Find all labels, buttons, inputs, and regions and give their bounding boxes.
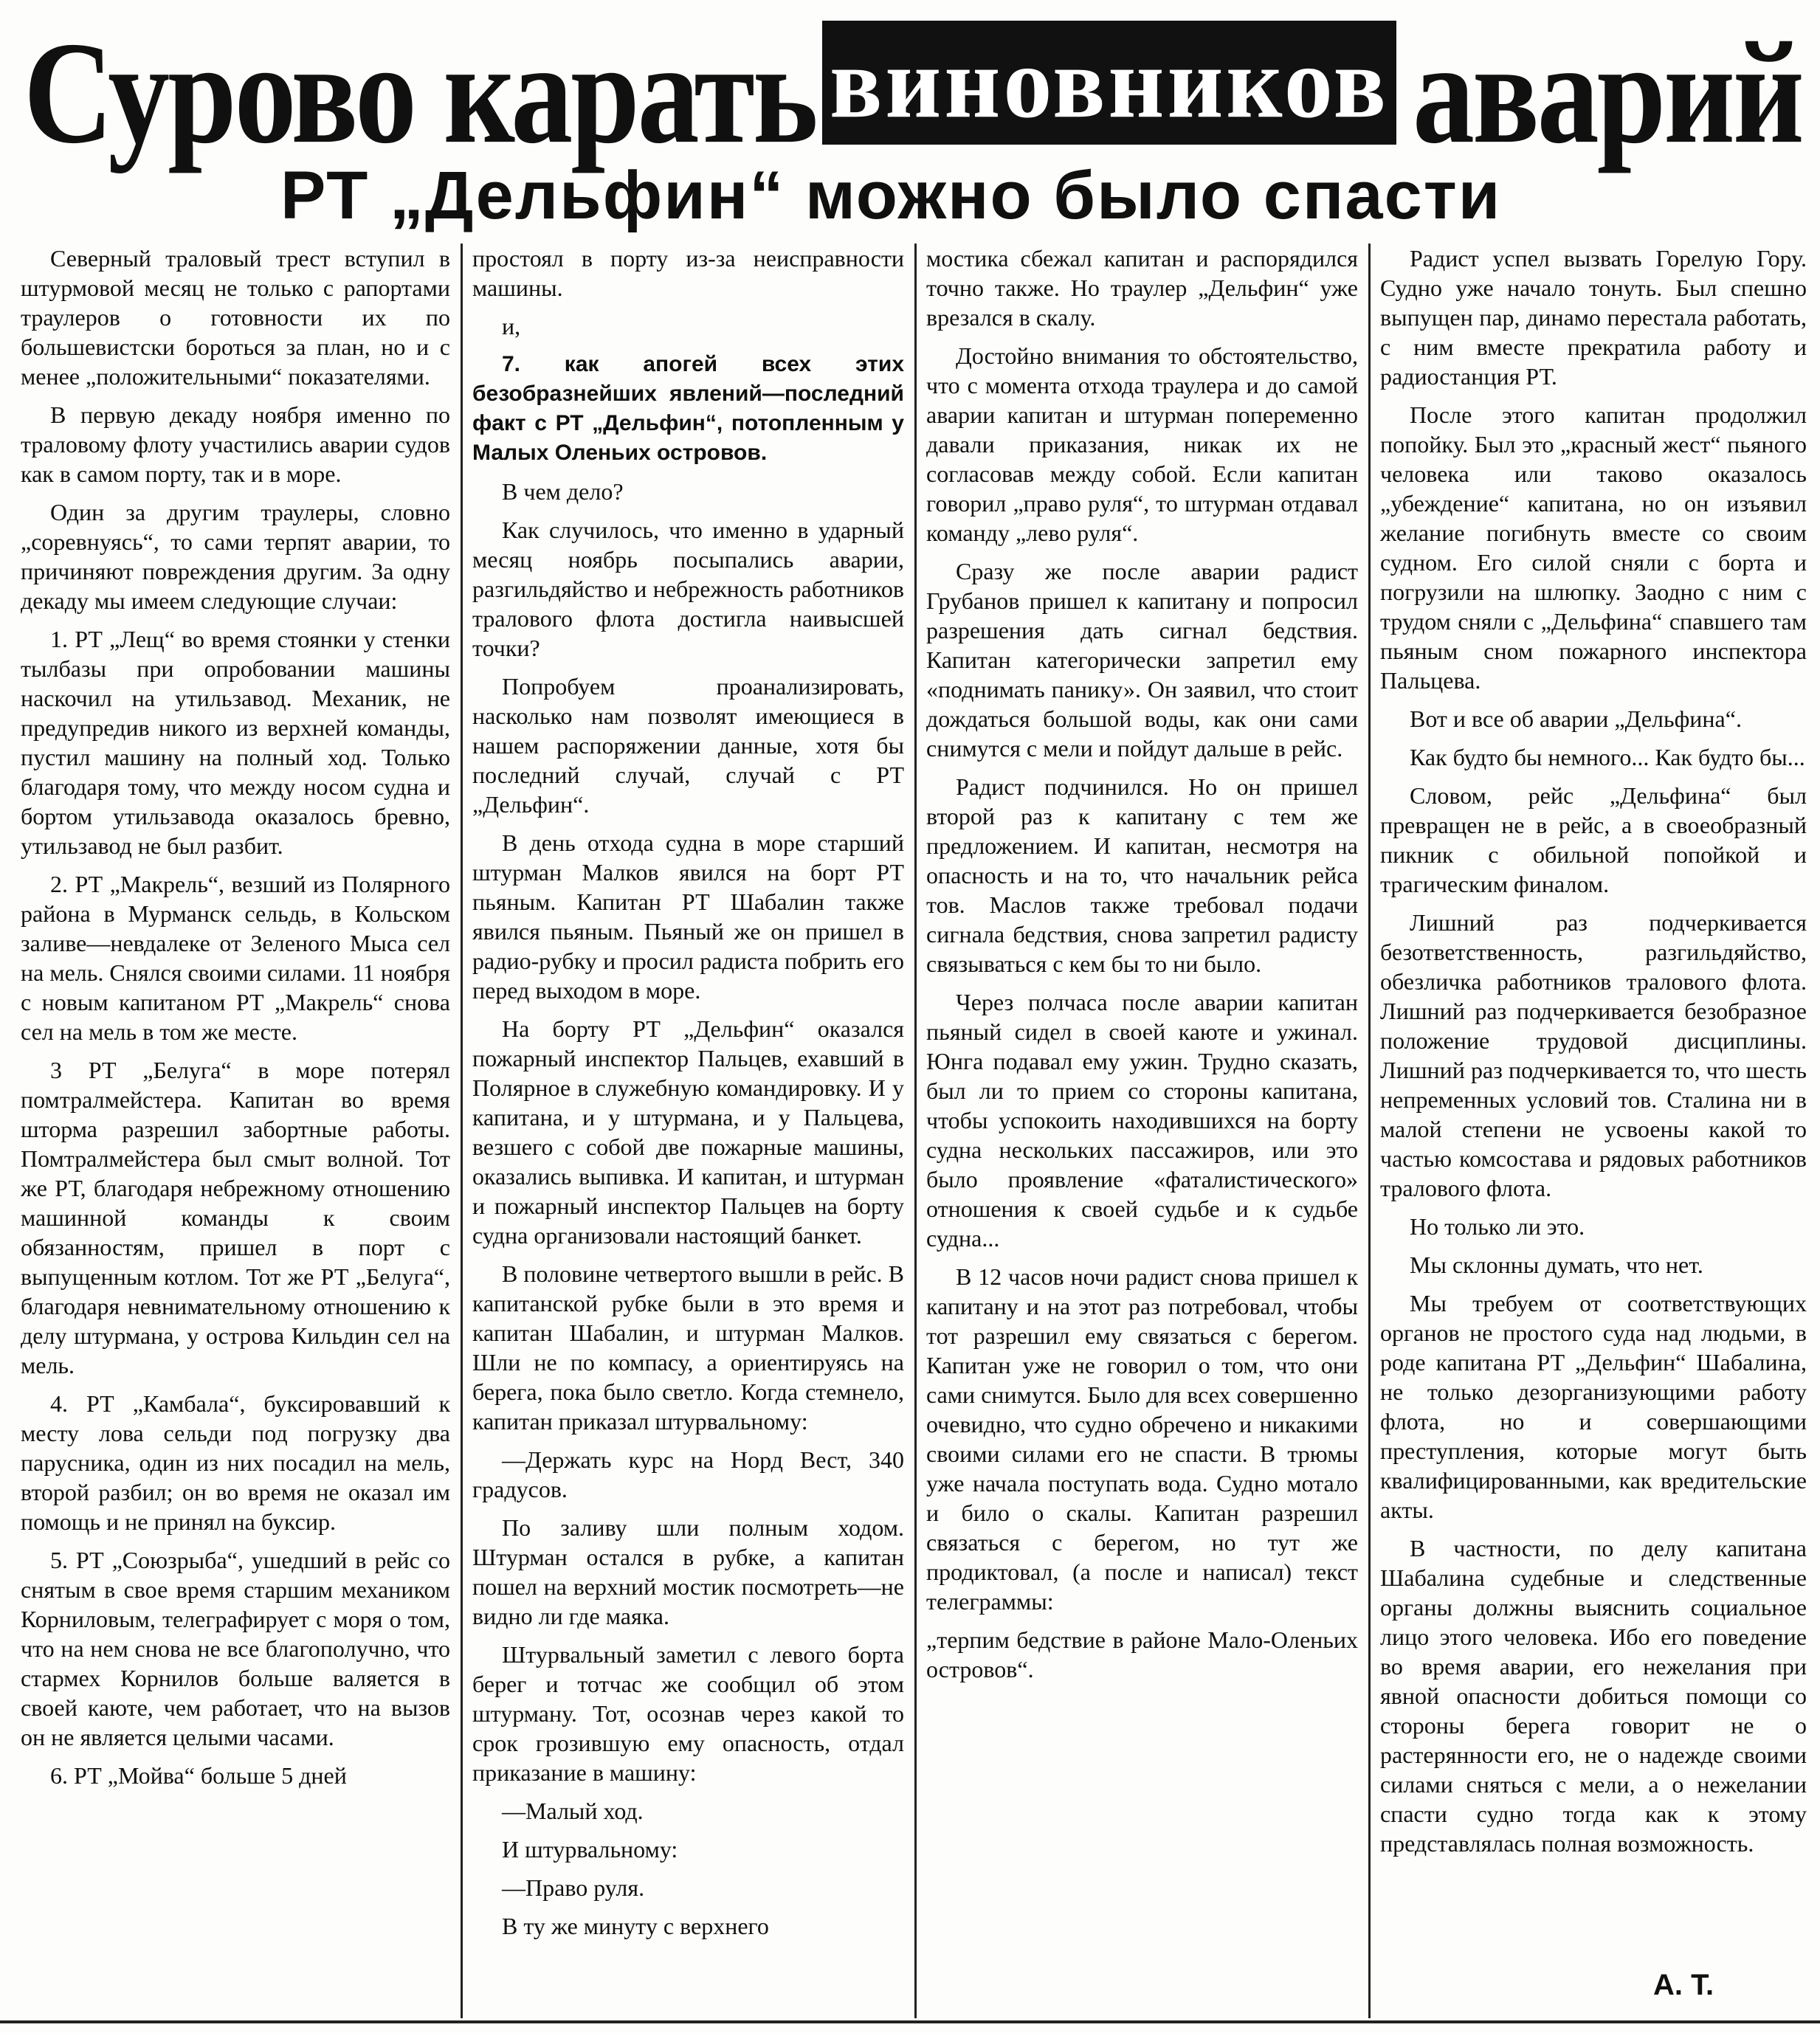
paragraph: Северный траловый трест вступил в штурмовой месяц не только с рапортами траулеров о готовности их по большевистски бороться за план, но и с менее „положительными“ показателями. xyxy=(21,245,450,390)
paragraph: Но только ли это. xyxy=(1410,1213,1585,1240)
emphasized-paragraph: 7. как апогей всех этих безобразнейших явлений—последний факт с РТ „Дельфин“, потопленным у Малых Оленьих островов. xyxy=(472,352,904,465)
paragraph: „терпим бедствие в районе Мало-Оленьих островов“. xyxy=(926,1626,1358,1682)
article-column-1 xyxy=(21,244,450,2015)
article-column-4 xyxy=(1380,244,1807,2015)
headline-part-3: аварий xyxy=(1413,12,1802,174)
paragraph: мостика сбежал капитан и распорядился точно также. Но траулер „Дельфин“ уже врезался в скалу. xyxy=(926,245,1358,331)
author-signature: А. Т. xyxy=(1653,1969,1714,2001)
paragraph: простоял в порту из-за неисправности машины. xyxy=(472,245,904,301)
paragraph: Вот и все об аварии „Дельфина“. xyxy=(1410,705,1742,732)
paragraph: После этого капитан продолжил попойку. Был это „красный жест“ пьяного человека или таково оказалось „убеждение“ капитана, но он изъявил желание погибнуть вместе со своим судном. Его силой сняли с борта и погрузили на шлюпку. Заодно с ним с трудом сняли с „Дельфина“ спавшего там пьяным сном пожарного инспектора Пальцева. xyxy=(1380,401,1807,694)
subheadline: РТ „Дельфин“ можно было спасти xyxy=(280,158,1502,233)
paragraph: По заливу шли полным ходом. Штурман остался в рубке, а капитан пошел на верхний мостик посмотреть—не видно ли где маяка. xyxy=(472,1514,904,1629)
article-columns xyxy=(21,244,1807,2022)
paragraph: И штурвальному: xyxy=(502,1836,678,1863)
paragraph: 4. РТ „Камбала“, буксировавший к месту лова сельди под погрузку два парусника, один из них посадил на мель, второй разбил; он во время не оказал им помощь и не принял на буксир. xyxy=(21,1390,450,1535)
paragraph: —Малый ход. xyxy=(502,1798,644,1824)
paragraph: Мы склонны думать, что нет. xyxy=(1410,1252,1703,1278)
paragraph: 6. РТ „Мойва“ больше 5 дней xyxy=(50,1762,347,1789)
paragraph: Сразу же после аварии радист Грубанов пришел к капитану и попросил разрешения дать сигнал бедствия. Капитан категорически запретил ему «поднимать панику». Он заявил, что стоит дождаться большой воды, как они сами снимутся с мели и пойдут дальше в рейс. xyxy=(926,558,1358,762)
headline-part-1: Сурово карать xyxy=(24,12,816,174)
paragraph: Лишний раз подчеркивается безответственность, разгильдяйство, обезличка работников тралового флота. Лишний раз подчеркивается безобразное положение трудовой дисциплины. Лишний раз подчеркивается то, что шесть непременных условий тов. Сталина ни в малой степени не усвоены какой то частью комсостава и рядовых работников тралового флота. xyxy=(1380,909,1807,1201)
paragraph: 3 РТ „Белуга“ в море потерял помтралмейстера. Капитан во время шторма разрешил забортные работы. Помтралмейстера был смыт волной. Тот же РТ, благодаря небрежному отношению машинной команды к своим обязанностям, пришел в порт с выпущенным котлом. Тот же РТ „Белуга“, благодаря невнимательному отношению к делу штурмана, у острова Кильдин сел на мель. xyxy=(21,1057,450,1378)
column-divider xyxy=(1368,244,1371,2018)
paragraph: Достойно внимания то обстоятельство, что с момента отхода траулера и до самой аварии капитан и штурман попеременно давали приказания, никак их не согласовав между собой. Если капитан говорил „право руля“, то штурман отдавал команду „лево руля“. xyxy=(926,342,1358,546)
paragraph: Один за другим траулеры, словно „соревнуясь“, то сами терпят аварии, то причиняют повреждения другим. За одну декаду мы имеем следующие случаи: xyxy=(21,499,450,614)
column-divider xyxy=(461,244,463,2018)
paragraph: Штурвальный заметил с левого борта берег и тотчас же сообщил об этом штурману. Тот, осознав через какой то срок грозившую ему опасность, отдал приказание в машину: xyxy=(472,1641,904,1786)
paragraph: Мы требуем от соответствующих органов не простого суда над людьми, в роде капитана РТ „Дельфин“ Шабалина, не только дезорганизующими работу флота, но и совершающими преступления, которые могут быть квалифицированными, как вредительские акты. xyxy=(1380,1290,1807,1523)
headline xyxy=(10,10,1811,174)
paragraph: —Право руля. xyxy=(502,1874,645,1901)
paragraph: В частности, по делу капитана Шабалина судебные и следственные органы должны выяснить социальное лицо этого человека. Ибо его поведение во время аварии, его нежелания при явной опасности добиться помощи со стороны берега говорит не о растерянности его, не о надежде своими силами сняться с мели, а о нежелании спасти судно тогда как к этому представлялась полная возможность. xyxy=(1380,1535,1807,1857)
paragraph: В первую декаду ноября именно по траловому флоту участились аварии судов как в самом порту, так и в море. xyxy=(21,401,450,487)
article-column-3 xyxy=(926,244,1358,2015)
paragraph: Попробуем проанализировать, насколько нам позволят имеющиеся в нашем распоряжении данные, хотя бы последний случай, случай с РТ „Дельфин“. xyxy=(472,673,904,818)
paragraph: Как случилось, что именно в ударный месяц ноябрь посыпались аварии, разгильдяйство и небрежность работников тралового флота достигла наивысшей точки? xyxy=(472,517,904,661)
paragraph: и, xyxy=(502,313,521,339)
paragraph: В день отхода судна в море старший штурман Малков явился на борт РТ пьяным. Капитан РТ Шабалин также явился пьяным. Пьяный же он пришел в радио-рубку и просил радиста побрить его перед выходом в море. xyxy=(472,829,904,1004)
paragraph: Радист успел вызвать Горелую Гору. Судно уже начало тонуть. Был спешно выпущен пар, динамо перестала работать, с ним вместе прекратила работу и радиостанция РТ. xyxy=(1380,245,1807,390)
column-divider xyxy=(914,244,917,2018)
paragraph: На борту РТ „Дельфин“ оказался пожарный инспектор Пальцев, ехавший в Полярное в служебную командировку. И у капитана, и у штурмана, и у Пальцева, везшего с собой две пожарные машины, оказались выпивка. И капитан, и штурман и пожарный инспектор Пальцев на борту судна организовали настоящий банкет. xyxy=(472,1015,904,1249)
paragraph: В ту же минуту с верхнего xyxy=(502,1913,769,1939)
paragraph: В чем дело? xyxy=(502,478,624,505)
bottom-rule xyxy=(0,2020,1820,2023)
paragraph: 1. РТ „Лещ“ во время стоянки у стенки тылбазы при опробовании машины наскочил на утильзавод. Механик, не предупредив никого из верхней команды, пустил машину на полный ход. Только благодаря тому, что между носом судна и бортом утильзавода оказалось бревно, утильзавод не был разбит. xyxy=(21,626,450,859)
paragraph: Через полчаса после аварии капитан пьяный сидел в своей каюте и ужинал. Юнга подавал ему ужин. Трудно сказать, был ли то прием со стороны капитана, чтобы успокоить находившихся на борту судна нескольких пассажиров, или это было проявление «фаталистического» отношения к своей судьбе и к судьбе судна... xyxy=(926,989,1358,1252)
paragraph: Словом, рейс „Дельфина“ был превращен не в рейс, а в своеобразный пикник с обильной попойкой и трагическим финалом. xyxy=(1380,782,1807,897)
article-column-2 xyxy=(472,244,904,2015)
paragraph: В 12 часов ночи радист снова пришел к капитану и на этот раз потребовал, чтобы тот разрешил ему связаться с берегом. Капитан уже не говорил о том, что они сами снимутся. Было для всех совершенно очевидно, что судно обречено и никакими своими силами его не спасти. В трюмы уже начала поступать вода. Судно мотало и било о скалы. Капитан разрешил связаться с берегом, но тут же продиктовал, (а после и написал) текст телеграммы: xyxy=(926,1263,1358,1615)
paragraph: —Держать курс на Норд Вест, 340 градусов. xyxy=(472,1446,904,1502)
paragraph: Как будто бы немного... Как будто бы... xyxy=(1410,744,1805,770)
paragraph: 5. РТ „Союзрыба“, ушедший в рейс со снятым в свое время старшим механиком Корниловым, телеграфирует с моря о том, что на нем снова не все благополучно, что стармех Корнилов больше валяется в своей каюте, чем работает, что на вызов он не является целыми часами. xyxy=(21,1547,450,1750)
paragraph: Радист подчинился. Но он пришел второй раз к капитану с тем же предложением. И капитан, несмотря на опасность и на то, что начальник рейса тов. Маслов также требовал подачи сигнала бедствия, снова запретил радисту связываться с кем бы то ни было. xyxy=(926,773,1358,977)
paragraph: 2. РТ „Макрель“, везший из Полярного района в Мурманск сельдь, в Кольском заливе—невдалеке от Зеленого Мыса сел на мель. Снялся своими силами. 11 ноября с новым капитаном РТ „Макрель“ снова сел на мель в том же месте. xyxy=(21,871,450,1045)
headline-part-2-inverted: виновников xyxy=(822,21,1396,145)
paragraph: В половине четвертого вышли в рейс. В капитанской рубке были в это время и капитан Шабалин, и штурман Малков. Шли не по компасу, а ориентируясь на берега, пока было светло. Когда стемнело, капитан приказал штурвальному: xyxy=(472,1260,904,1435)
